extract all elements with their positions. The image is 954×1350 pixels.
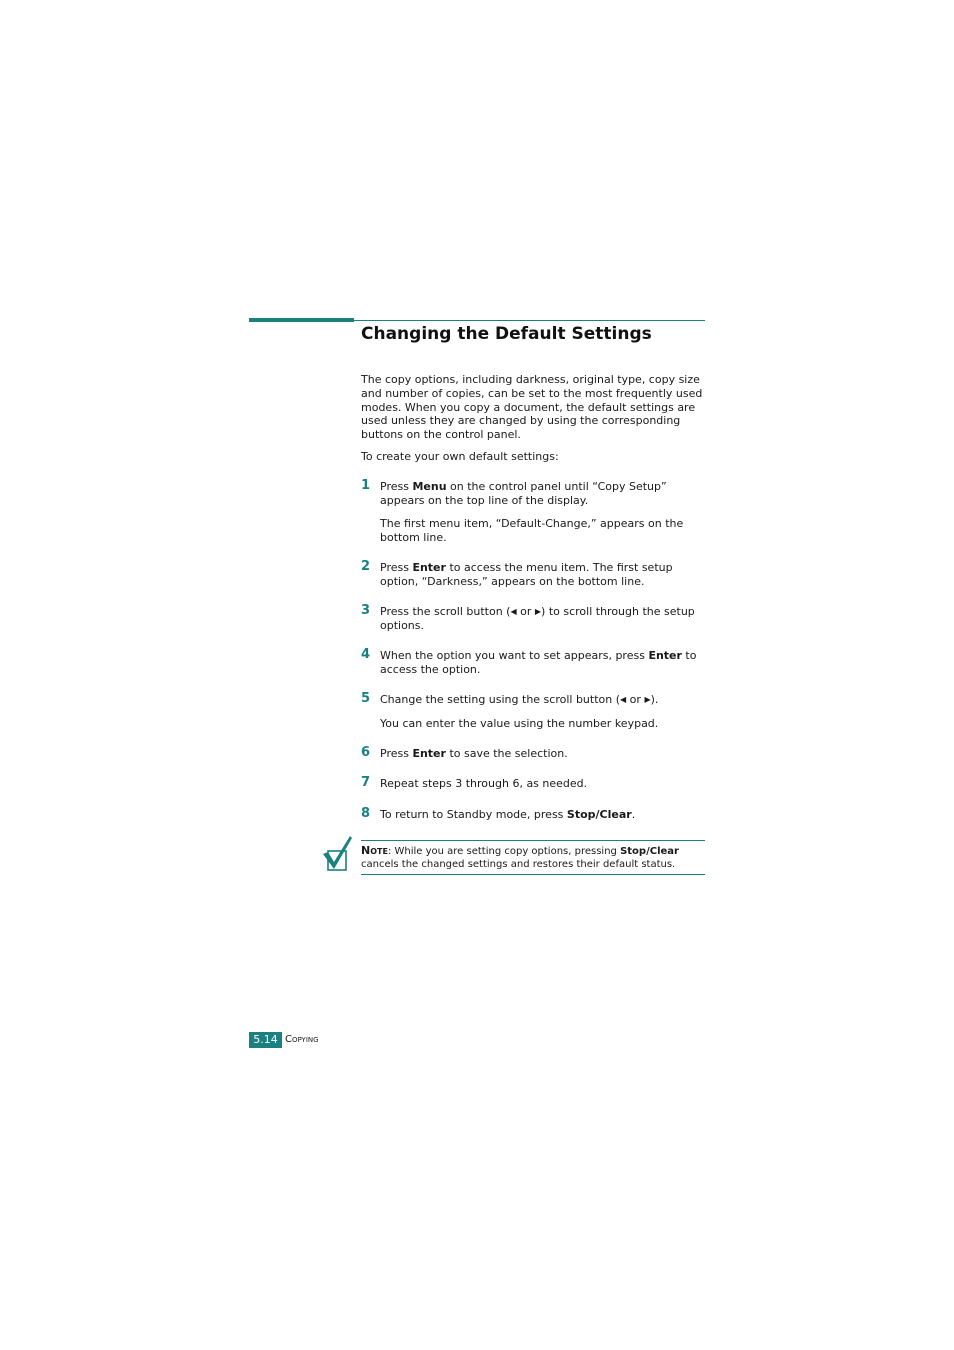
step-number: 6 [361,745,371,760]
right-arrow-icon: ▶ [534,607,542,616]
step-number: 5 [361,691,371,706]
step-number: 3 [361,603,371,618]
page-number: 5.14 [249,1032,282,1048]
step-text: Press the scroll button (◀ or ▶) to scroll through the setup options. [380,605,695,632]
step-text: Press Enter to access the menu item. The first setup option, “Darkness,” appears on the bottom line. [380,561,673,588]
note-label: Note [361,844,388,857]
page-title: Changing the Default Settings [361,324,652,344]
step-text: Repeat steps 3 through 6, as needed. [380,777,588,790]
section-rule-thick [249,318,354,322]
left-arrow-icon: ◀ [510,607,517,616]
step-subtext: You can enter the value using the number keypad. [380,717,659,730]
step-text: Change the setting using the scroll button (◀ or ▶). [380,693,659,706]
note-box [361,840,705,875]
lead-paragraph: To create your own default settings: [361,450,559,463]
step-number: 1 [361,478,371,493]
step-number: 8 [361,806,371,821]
right-arrow-icon: ▶ [644,695,651,704]
intro-paragraph: The copy options, including darkness, original type, copy size and number of copies, can be set to the most frequently used modes. When you copy a document, the default settings are used unless they are changed by using the corresponding buttons on the control panel. [361,373,703,442]
section-rule-thin [354,320,705,321]
step-text: When the option you want to set appears, press Enter to access the option. [380,649,697,676]
note-text: Note: While you are setting copy options, pressing Stop/Clear cancels the changed settings and restores their default status. [361,844,679,870]
chapter-label: Copying [285,1034,319,1045]
step-text: To return to Standby mode, press Stop/Clear. [380,808,636,821]
step-number: 2 [361,559,371,574]
step-text: Press Enter to save the selection. [380,747,568,760]
step-text: Press Menu on the control panel until “Copy Setup” appears on the top line of the display. [380,480,667,507]
step-subtext: The first menu item, “Default-Change,” appears on the bottom line. [380,517,684,544]
step-number: 4 [361,647,371,662]
step-number: 7 [361,775,371,790]
checkmark-note-icon [322,835,354,873]
left-arrow-icon: ◀ [620,695,627,704]
